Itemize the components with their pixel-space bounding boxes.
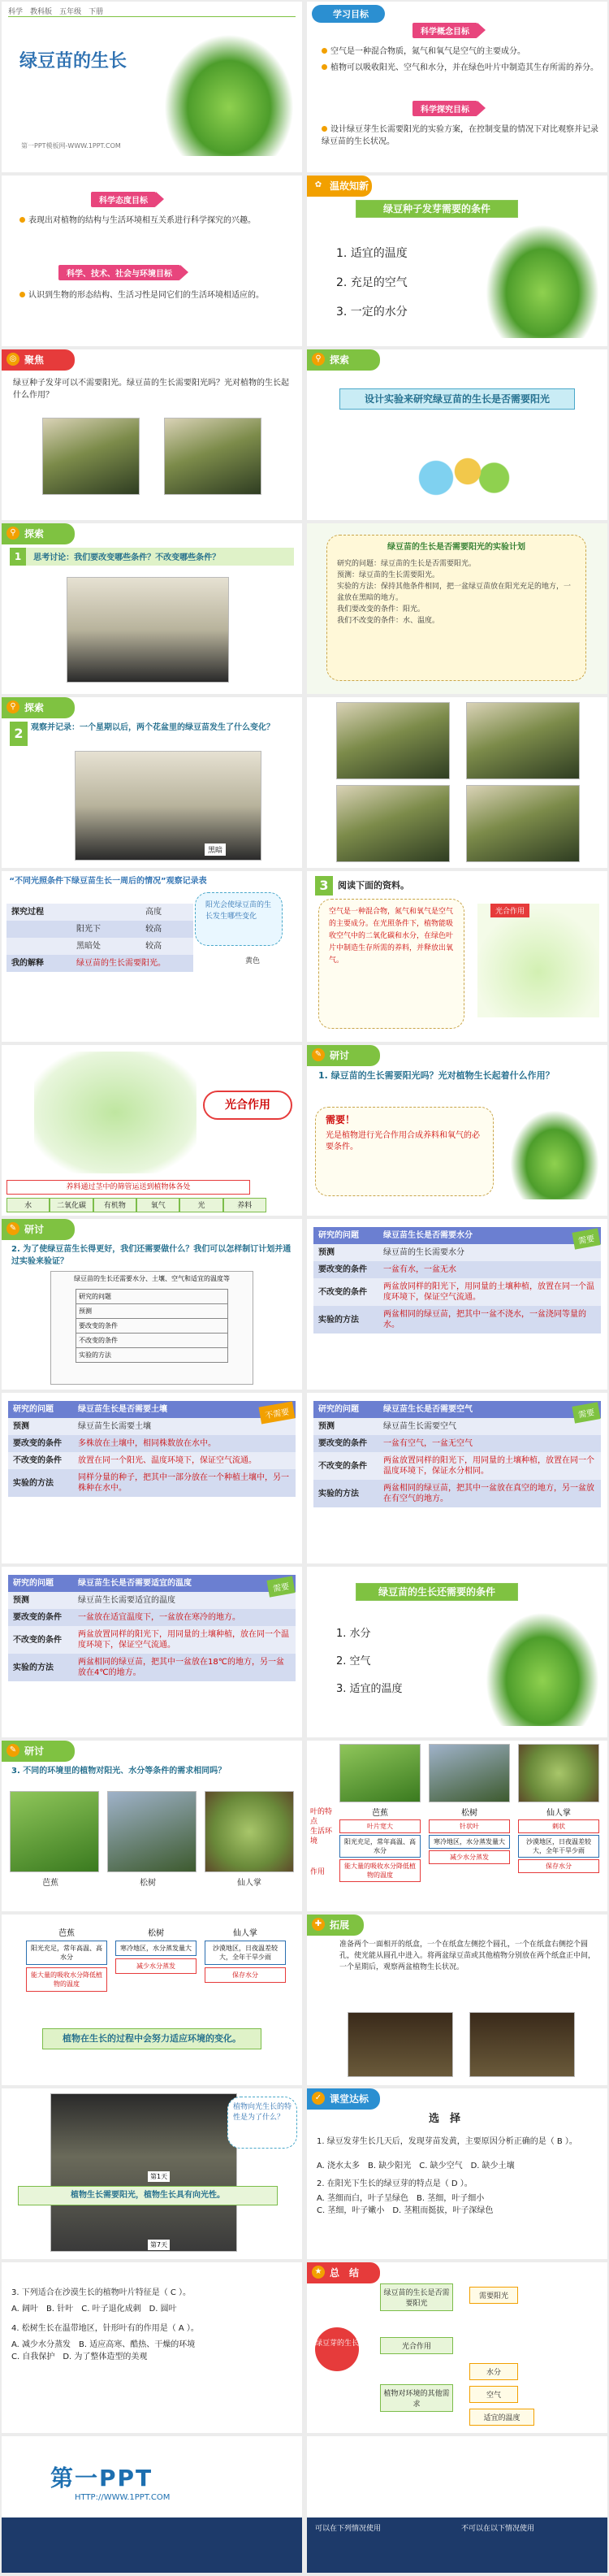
section-header: ⚲ 探索 [307,349,380,371]
pot-label-dark: 黑暗 [205,843,226,856]
condition-list [336,239,408,327]
section-header: ✎ 研讨 [307,1045,380,1066]
record-note: 黄色 [245,957,261,965]
discussion-question: 1. 绿豆苗的生长需要阳光吗？光对植物生长起着什么作用？ [318,1070,555,1081]
quiz-options: A. 阔叶 B. 针叶 C. 叶子退化成刺 D. 圆叶 [11,2305,177,2314]
cactus-photo [205,1791,294,1872]
quiz-question: 2. 在阳光下生长的绿豆芽的特点是（ D ）。 [317,2179,473,2188]
slide-21[interactable] [2,1741,302,1911]
slide-8[interactable] [307,523,607,694]
slide-2[interactable] [307,2,607,172]
result-tag: 需要 [266,1576,295,1597]
slide-25[interactable] [2,2088,302,2259]
plant-label: 芭蕉 [42,1879,58,1888]
slide-16[interactable] [307,1219,607,1390]
photosynthesis-diagram [34,1052,197,1173]
focus-question: 绿豆种子发芽可以不需要阳光。绿豆苗的生长需要阳光吗？光对植物的生长起什么作用？ [13,379,289,400]
pine-column: 松树 针状叶 寒冷地区，水分蒸发量大 减少水分蒸发 [429,1806,510,1864]
sprout-illustration [486,1612,599,1726]
slide-7[interactable] [2,523,302,694]
search-icon: ⚲ [6,700,19,713]
summary-center: 绿豆芽的生长 [315,2327,359,2371]
goal-tag-inquiry: 科学探究目标 [412,101,477,116]
sprout-photo-1 [42,418,140,495]
record-table: 探究过程 高度 阳光下 较高 黑暗处 较高 我的解释 绿豆苗的生长需要阳光。 [6,904,193,972]
pine-column: 松树 寒冷地区，水分蒸发量大 减少水分蒸发 [115,1926,197,1974]
slide-18[interactable] [307,1393,607,1563]
reading-title: 阅读下面的资料。 [338,880,409,891]
slide-29[interactable] [2,2436,302,2573]
answer-card: 需要！ 光是植物进行光合作用合成养料和氧气的必要条件。 [315,1107,494,1196]
condition-item: 3. 一定的水分 [336,306,408,319]
plan-title: 绿豆苗的生长是否需要阳光的实验计划 [387,543,525,552]
sprout-photo-d [466,785,580,862]
plan-table-soil: 研究的问题 绿豆苗生长是否需要土壤 预测 绿豆苗生长需要土壤 要改变的条件 多株放在土壤中，相同株数放在水中。 不改变的条件 放置在同一个阳光、温度环境下，保证空气流通。 实验的方法 同样分量的种子，把其中一部分放在一个种植土壤中，另一株种在水中。 [8,1401,296,1497]
process-label: 光合作用 [203,1091,292,1120]
slide-12[interactable] [307,871,607,1042]
chat-icon: ✎ [6,1222,19,1235]
goal-text-2: 植物可以吸收阳光、空气和水分，并在绿色叶片中制造其生存所需的养分。 [322,62,602,74]
section-header: ✎ 研讨 [2,1741,75,1762]
box-photo-1 [348,2012,453,2077]
quiz-question: 4. 松树生长在温带地区，针形叶有的作用是（ A ）。 [11,2324,199,2333]
check-icon: ✓ [312,2092,325,2105]
slide-20[interactable] [307,1567,607,1737]
result-tag: 需要 [572,1228,600,1249]
summary-node: 光合作用 [380,2337,453,2354]
callout-label: 光合作用 [490,904,529,917]
discussion-question: 1 思考讨论：我们要改变哪些条件？不改变哪些条件？ [10,548,294,566]
usage-forbidden-heading: 不可以在以下情况使用 [461,2525,535,2533]
thought-bubble: 植物向光生长的特性是为了什么？ [227,2097,297,2149]
banana-column: 芭蕉 叶片宽大 阳光充足，常年高温、高水分 能大量的吸收水分降低植物的温度 [339,1806,421,1882]
quiz-question: 1. 绿豆发芽生长几天后，发现芽苗发黄，主要原因分析正确的是（ B ）。 [317,2137,577,2146]
goal-tag-attitude: 科学态度目标 [91,192,156,207]
plant-label: 仙人掌 [237,1879,261,1888]
lab-equipment-illustration [404,439,510,504]
condition-item: 1. 水分 [336,1628,371,1640]
slide-1[interactable] [2,2,302,172]
section-header: ⚲ 探索 [2,523,75,544]
section-header: ◎ 聚焦 [2,349,75,371]
search-icon: ⚲ [312,353,325,366]
extension-text: 准备两个一面相开的纸盒，一个在纸盒左侧挖个圆孔，一个在纸盒右侧挖个圆孔，使光能从圆孔中进入。将两盆绿豆苗或其他植物分别放在两个纸盒正中间，一个星期后，观察两盆植物生长状况。 [339,1941,596,1971]
expand-icon: ✚ [312,1918,325,1931]
slide-5[interactable] [2,349,302,520]
slide-11[interactable] [2,871,302,1042]
cover-footer: 第一PPT模板网-WWW.1PPT.COM [21,142,121,150]
slide-3[interactable] [2,176,302,346]
sprout-photo-c [336,785,450,862]
day-label: 第1天 [148,2171,170,2182]
box-photo-2 [469,2012,575,2077]
experiment-banner: 设计实验来研究绿豆苗的生长是否需要阳光 [339,388,575,410]
result-tag: 需要 [572,1402,600,1423]
slide-13[interactable] [2,1045,302,1216]
summary-leaf: 空气 [469,2386,518,2403]
usage-allowed-heading: 可以在下列情况使用 [315,2525,382,2533]
discussion-question: 3. 不同的环境里的植物对阳光、水分等条件的需求相同吗？ [11,1767,227,1776]
step-number: 1 [10,548,26,566]
slide-24[interactable] [307,1915,607,2085]
cover-title: 绿豆苗的生长 [19,51,127,72]
cactus-photo [518,1744,599,1802]
focus-icon: ◎ [6,353,19,366]
quiz-question: 3. 下列适合在沙漠生长的植物叶片特征是（ C ）。 [11,2288,192,2297]
slide-30[interactable] [307,2436,607,2573]
phototropism-photo [50,2093,237,2252]
condition-list [336,1620,403,1703]
leaf-photo [510,1110,599,1199]
slide-26[interactable] [307,2088,607,2259]
review-banner: 绿豆种子发芽需要的条件 [356,200,518,218]
banana-column: 芭蕉 阳光充足，常年高温、高水分 能大量的吸收水分降低植物的温度 [26,1926,107,1992]
search-icon: ⚲ [6,527,19,540]
banana-photo [339,1744,421,1802]
plan-table-water: 研究的问题 绿豆苗生长是否需要水分 预测 绿豆苗的生长需要水分 要改变的条件 一盆有水，一盆无水 不改变的条件 两盆放同样的阳光下，用同量的土壤种植，放置在同一个温度环境下，保证空气流通。 实验的方法 两盆相同的绿豆苗，把其中一盆不浇水，一盆浇同等量的水。 [313,1227,601,1334]
slide-15[interactable] [2,1219,302,1390]
star-icon: ★ [312,2266,325,2279]
sprout-photo-a [336,702,450,779]
day-label: 第7天 [148,2240,170,2250]
section-header: ⚲ 探索 [2,697,75,718]
result-tag: 不需要 [258,1402,295,1425]
slide-27[interactable] [2,2262,302,2433]
summary-leaf: 适宜的温度 [469,2409,534,2426]
quiz-options: A. 减少水分蒸发 B. 适应高寒、酷热、干燥的环境 C. 自我保护 D. 为了整体造型的美观 [11,2340,196,2361]
goal-text-1: 空气是一种混合物质，氮气和氧气是空气的主要成分。 [322,46,602,58]
footer-band [2,2517,302,2573]
course-meta: 科学 教科版 五年级 下册 [8,8,104,16]
summary-leaf: 水分 [469,2363,518,2380]
condition-item: 3. 适宜的温度 [336,1683,403,1695]
discussion-question: 2. 为了使绿豆苗生长得更好，我们还需要做什么？我们可以怎样制订计划并通过实验来验证？ [11,1245,292,1266]
plan-table-air: 研究的问题 绿豆苗生长是否需要空气 预测 绿豆苗生长需要空气 要改变的条件 一盆有空气，一盆无空气 不改变的条件 两盆放置同样的阳光下，用同量的土壤种植，放置在同一个温度环境下，保证水分相同。 实验的方法 两盆相同的绿豆苗，把其中一盆放在真空的地方，另一盆放在有空气的地方。 [313,1401,601,1507]
slide-19[interactable] [2,1567,302,1737]
quiz-options: A. 浇水太多 B. 缺少阳光 C. 缺少空气 D. 缺少土壤 [317,2162,515,2171]
chat-icon: ✎ [6,1744,19,1757]
goal-tag-concept: 科学概念目标 [412,23,477,38]
sprout-photo-b [466,702,580,779]
sprout-week-photo [75,751,261,861]
slide-10[interactable] [307,697,607,868]
pine-photo [429,1744,510,1802]
leaf-icon: ✿ [312,179,325,192]
brand-logo: 第一PPT [50,2465,153,2491]
step-number: 2 [10,722,28,746]
chat-icon: ✎ [312,1048,325,1061]
plan-worksheet: 绿豆苗的生长还需要水分、土壤、空气和适宜的温度等 研究的问题 预测 要改变的条件 不改变的条件 实验的方法 [50,1271,253,1385]
quiz-options: A. 茎细而白，叶子呈绿色 B. 茎细，叶子细小 C. 茎细，叶子嫩小 D. 茎粗而挺拔，叶子深绿色 [317,2194,494,2215]
row-labels: 叶的特点 生活环境 作用 [310,1808,333,1876]
summary-leaf: 需要阳光 [469,2287,518,2304]
sprout-pots-photo [67,577,229,683]
conclusion-box: 植物在生长的过程中会努力适应环境的变化。 [42,2028,261,2049]
goal-text-3: 设计绿豆芽生长需要阳光的实验方案，在控制变量的情况下对比观察并记录绿豆苗的生长状况。 [322,125,598,146]
slide-6[interactable] [307,349,607,520]
process-cells: 水 二氧化碳 有机物 氧气 光 养料 [6,1198,266,1212]
cactus-column: 仙人掌 沙漠地区，日夜温差较大，全年干旱少雨 保存水分 [205,1926,286,1983]
photosynthesis-diagram [477,904,599,1017]
observe-question: 观察并记录：一个星期以后，两个花盆里的绿豆苗发生了什么变化？ [31,723,274,732]
slide-14[interactable] [307,1045,607,1216]
experiment-plan-card: 绿豆苗的生长是否需要阳光的实验计划 研究的问题：绿豆苗的生长是否需要阳光。 预测：绿豆苗的生长需要阳光。 实验的方法：保持其他条件相同，把一盆绿豆苗放在阳光充足的地方，一盆放在黑暗的地方。 我们要改变的条件：阳光。 我们不改变的条件：水、温度。 [326,535,586,681]
summary-node: 植物对环境的其他需求 [380,2384,453,2412]
goal-tag-sts: 科学、技术、社会与环境目标 [58,265,180,280]
sprout-photo-2 [164,418,261,495]
thought-bubble: 阳光会使绿豆苗的生长发生哪些变化 [195,892,283,946]
record-table-title: “不同光照条件下绿豆苗生长一周后的情况”观察记录表 [9,877,207,886]
section-header: ★ 总 结 [307,2262,380,2283]
slide-28[interactable] [307,2262,607,2433]
plan-table-temperature: 研究的问题 绿豆苗生长是否需要适宜的温度 预测 绿豆苗生长需要适宜的温度 要改变的条件 一盆放在适宜温度下，一盆放在寒冷的地方。 不改变的条件 两盆放置同样的阳光下，用同量的土壤种植，放在同一个温度环境下，保证空气流通。 实验的方法 两盆相同的绿豆苗，把其中一盆放在18℃的地方，另一盆放在4℃的地方。 [8,1575,296,1681]
slide-9[interactable] [2,697,302,868]
condition-item: 2. 充足的空气 [336,276,408,289]
pine-photo [107,1791,197,1872]
plant-label: 松树 [140,1879,156,1888]
section-header: ✎ 研讨 [2,1219,75,1240]
cactus-column: 仙人掌 刺状 沙漠地区，日夜温差较大，全年干旱少雨 保存水分 [518,1806,599,1873]
slide-22[interactable] [307,1741,607,1911]
condition-item: 1. 适宜的温度 [336,247,408,260]
sts-text: 认识到生物的形态结构、生活习性是同它们的生活环境相适应的。 [19,289,287,301]
conditions-banner: 绿豆苗的生长还需要的条件 [356,1583,518,1601]
step-number: 3 [315,876,333,896]
sprout-illustration [164,34,294,156]
summary-node: 绿豆苗的生长是否需要阳光 [380,2283,453,2311]
sprout-illustration [486,224,599,338]
slide-4[interactable] [307,176,607,346]
quiz-title: 选 择 [429,2113,461,2125]
slide-17[interactable] [2,1393,302,1563]
conclusion-box: 植物生长需要阳光，植物生长具有向光性。 [18,2186,278,2205]
section-header: ✿ 温故知新 [307,176,372,197]
transport-note: 养料通过茎中的筛管运送到植物体各处 [6,1180,250,1195]
section-header: ✚ 拓展 [307,1915,364,1936]
condition-item: 2. 空气 [336,1655,371,1667]
section-header: 学习目标 [312,5,385,23]
attitude-text: 表现出对植物的结构与生活环境相互关系进行科学探究的兴趣。 [19,215,287,227]
banana-photo [10,1791,99,1872]
slide-23[interactable] [2,1915,302,2085]
brand-url[interactable]: HTTP://WWW.1PPT.COM [75,2493,171,2502]
reading-text: 空气是一种混合物，氮气和氧气是空气的主要成分。在光照条件下，植物能吸收空气中的二氧化碳和水分，在绿色叶片中制造生存所需的养料，并释放出氧气。 [318,899,464,1029]
section-header: ✓ 课堂达标 [307,2088,380,2110]
